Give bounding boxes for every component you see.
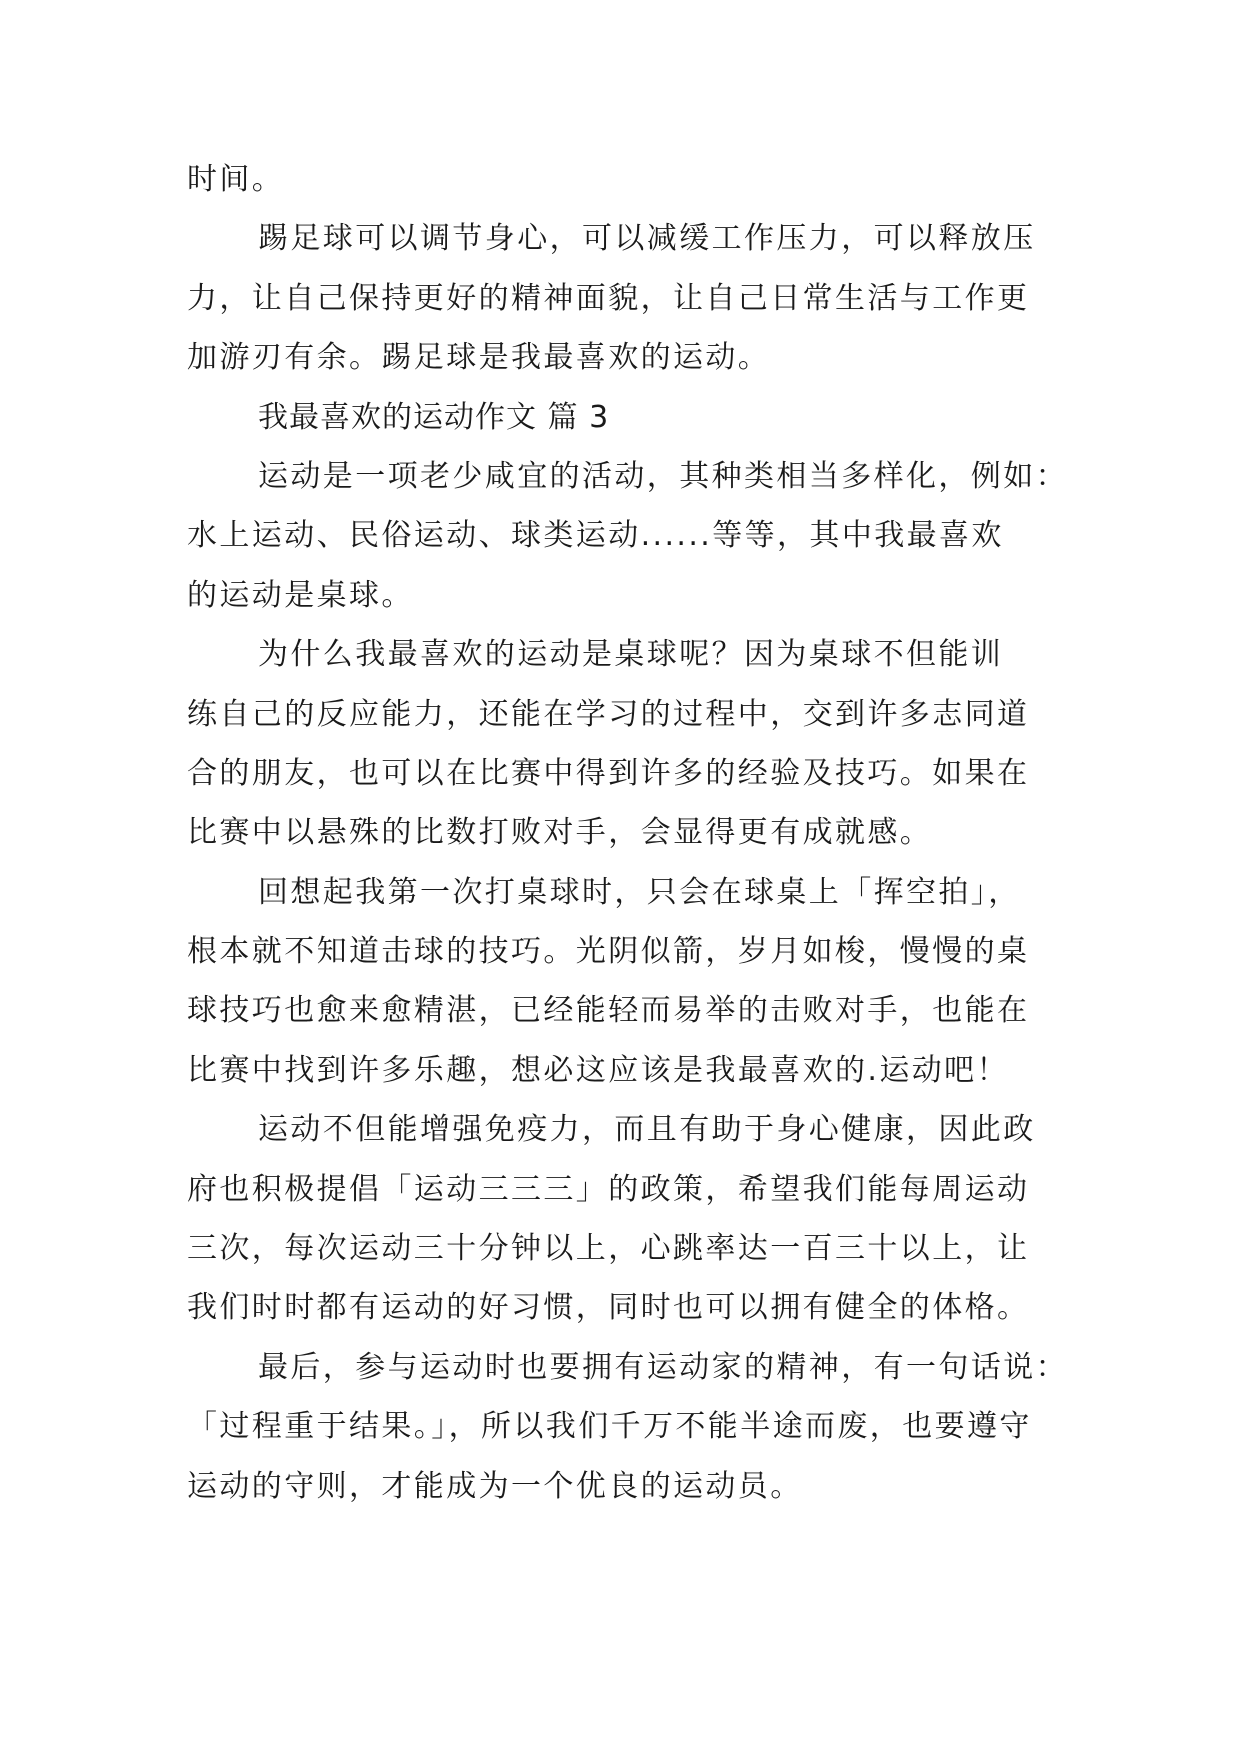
section-heading: 我最喜欢的运动作文 篇 3	[258, 399, 610, 435]
paragraph-start-line: 回想起我第一次打桌球时，只会在球桌上「挥空拍」，	[258, 874, 1021, 910]
paragraph-start-line: 踢足球可以调节身心，可以减缓工作压力，可以释放压	[258, 221, 1036, 257]
text-line: 「过程重于结果。」，所以我们千万不能半途而废，也要遵守	[187, 1409, 1032, 1445]
text-line: 运动的守则，才能成为一个优良的运动员。	[187, 1468, 803, 1504]
text-line: 比赛中找到许多乐趣，想必这应该是我最喜欢的.运动吧！	[187, 1052, 1009, 1088]
text-line: 合的朋友，也可以在比赛中得到许多的经验及技巧。如果在	[187, 755, 1030, 791]
text-line: 球技巧也愈来愈精湛，已经能轻而易举的击败对手，也能在	[187, 993, 1030, 1029]
text-line: 练自己的反应能力，还能在学习的过程中，交到许多志同道	[187, 696, 1030, 732]
text-line: 比赛中以悬殊的比数打败对手，会显得更有成就感。	[187, 815, 933, 851]
text-line: 力，让自己保持更好的精神面貌，让自己日常生活与工作更	[187, 280, 1030, 316]
paragraph-start-line: 为什么我最喜欢的运动是桌球呢？因为桌球不但能训	[258, 637, 1004, 673]
paragraph-start-line: 运动不但能增强免疫力，而且有助于身心健康，因此政	[258, 1112, 1036, 1148]
text-line: 水上运动、民俗运动、球类运动......等等，其中我最喜欢	[187, 518, 1004, 554]
text-line: 三次，每次运动三十分钟以上，心跳率达一百三十以上，让	[187, 1231, 1030, 1267]
text-line: 根本就不知道击球的技巧。光阴似箭，岁月如梭，慢慢的桌	[187, 934, 1030, 970]
text-line: 的运动是桌球。	[187, 577, 414, 613]
text-line: 时间。	[187, 162, 285, 197]
paragraph-start-line: 最后，参与运动时也要拥有运动家的精神，有一句话说：	[258, 1349, 1068, 1385]
text-line: 府也积极提倡「运动三三三」的政策，希望我们能每周运动	[187, 1171, 1030, 1207]
document-body	[187, 158, 1068, 1524]
text-line: 加游刃有余。踢足球是我最喜欢的运动。	[187, 340, 771, 376]
paragraph-start-line: 运动是一项老少咸宜的活动，其种类相当多样化，例如：	[258, 458, 1068, 494]
text-line: 我们时时都有运动的好习惯，同时也可以拥有健全的体格。	[187, 1290, 1030, 1326]
